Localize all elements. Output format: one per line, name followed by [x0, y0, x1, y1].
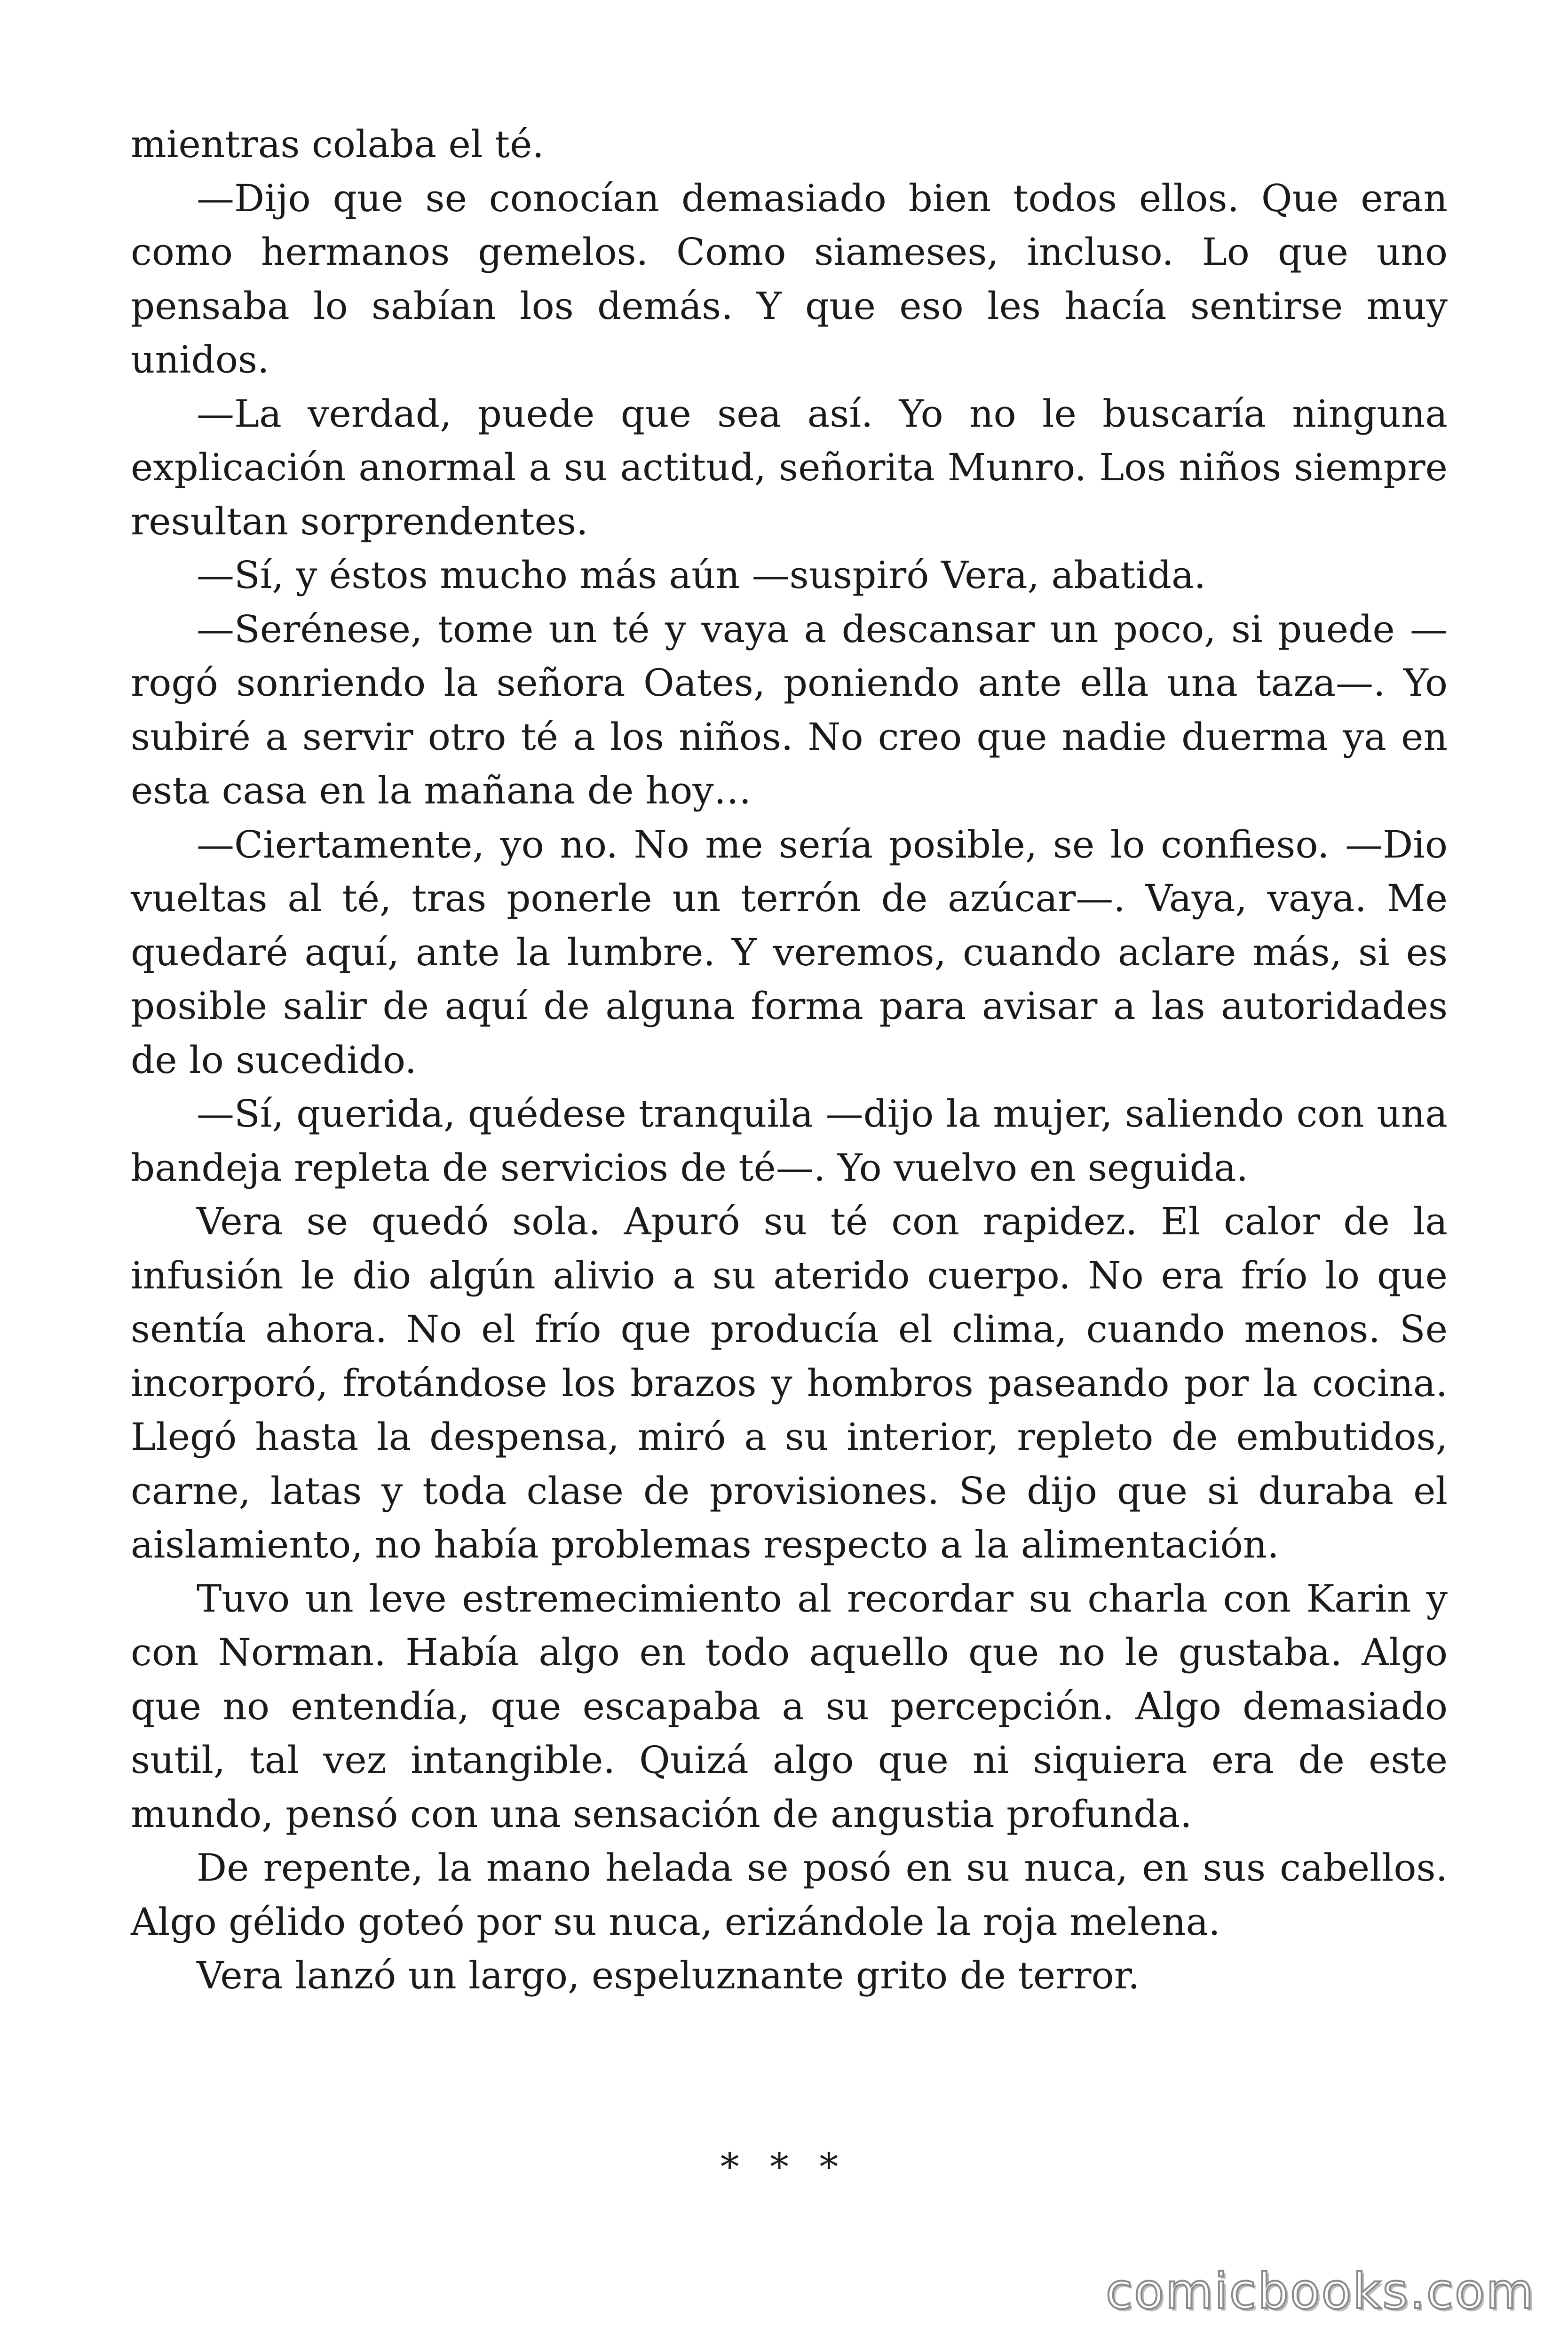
paragraph: —Dijo que se conocían demasiado bien todos ellos. Que eran como hermanos gemelos. Como siameses, incluso. Lo que uno pensaba lo sabían los demás. Y que eso les hacía sentirse muy unidos. [131, 176, 1448, 381]
paragraph: Vera se quedó sola. Apuró su té con rapidez. El calor de la infusión le dio algún alivio a su aterido cuerpo. No era frío lo que sentía ahora. No el frío que producía el clima, cuando menos. Se incorporó, frotándose los brazos y hombros paseando por la cocina. Llegó hasta la despensa, miró a su interior, repleto de embutidos, carne, latas y toda clase de provisiones. Se dijo que si duraba el aislamiento, no había problemas respecto a la alimentación. [131, 1200, 1448, 1566]
paragraph: —Sí, y éstos mucho más aún —suspiró Vera, abatida. [197, 553, 1206, 597]
paragraph: Tuvo un leve estremecimiento al recordar su charla con Karin y con Norman. Había algo en todo aquello que no le gustaba. Algo que no entendía, que escapaba a su percepción. Algo demasiado sutil, tal vez intangible. Quizá algo que ni siquiera era de este mundo, pensó con una sensación de angustia profunda. [131, 1576, 1448, 1836]
paragraph: De repente, la mano helada se posó en su nuca, en sus cabellos. Algo gélido goteó por su nuca, erizándole la roja melena. [131, 1846, 1448, 1944]
paragraph: mientras colaba el té. [131, 122, 544, 166]
watermark: comicbooks.com [1105, 2263, 1535, 2320]
paragraph: —Ciertamente, yo no. No me sería posible, se lo confieso. —Dio vueltas al té, tras ponerle un terrón de azúcar—. Vaya, vaya. Me quedaré aquí, ante la lumbre. Y veremos, cuando aclare más, si es posible salir de aquí de alguna forma para avisar a las autoridades de lo sucedido. [131, 822, 1448, 1082]
paragraph: —La verdad, puede que sea así. Yo no le buscaría ninguna explicación anormal a su actitud, señorita Munro. Los niños siempre resultan sorprendentes. [131, 391, 1448, 543]
paragraph: —Serénese, tome un té y vaya a descansar un poco, si puede —rogó sonriendo la señora Oates, poniendo ante ella una taza—. Yo subiré a servir otro té a los niños. No creo que nadie duerma ya en esta casa en la mañana de hoy… [131, 607, 1448, 812]
paragraph: —Sí, querida, quédese tranquila —dijo la mujer, saliendo con una bandeja repleta de servicios de té—. Yo vuelvo en seguida. [131, 1092, 1448, 1190]
section-separator: * * * [720, 2145, 848, 2189]
page-body [131, 118, 1448, 2003]
paragraph: Vera lanzó un largo, espeluznante grito de terror. [197, 1954, 1140, 1997]
